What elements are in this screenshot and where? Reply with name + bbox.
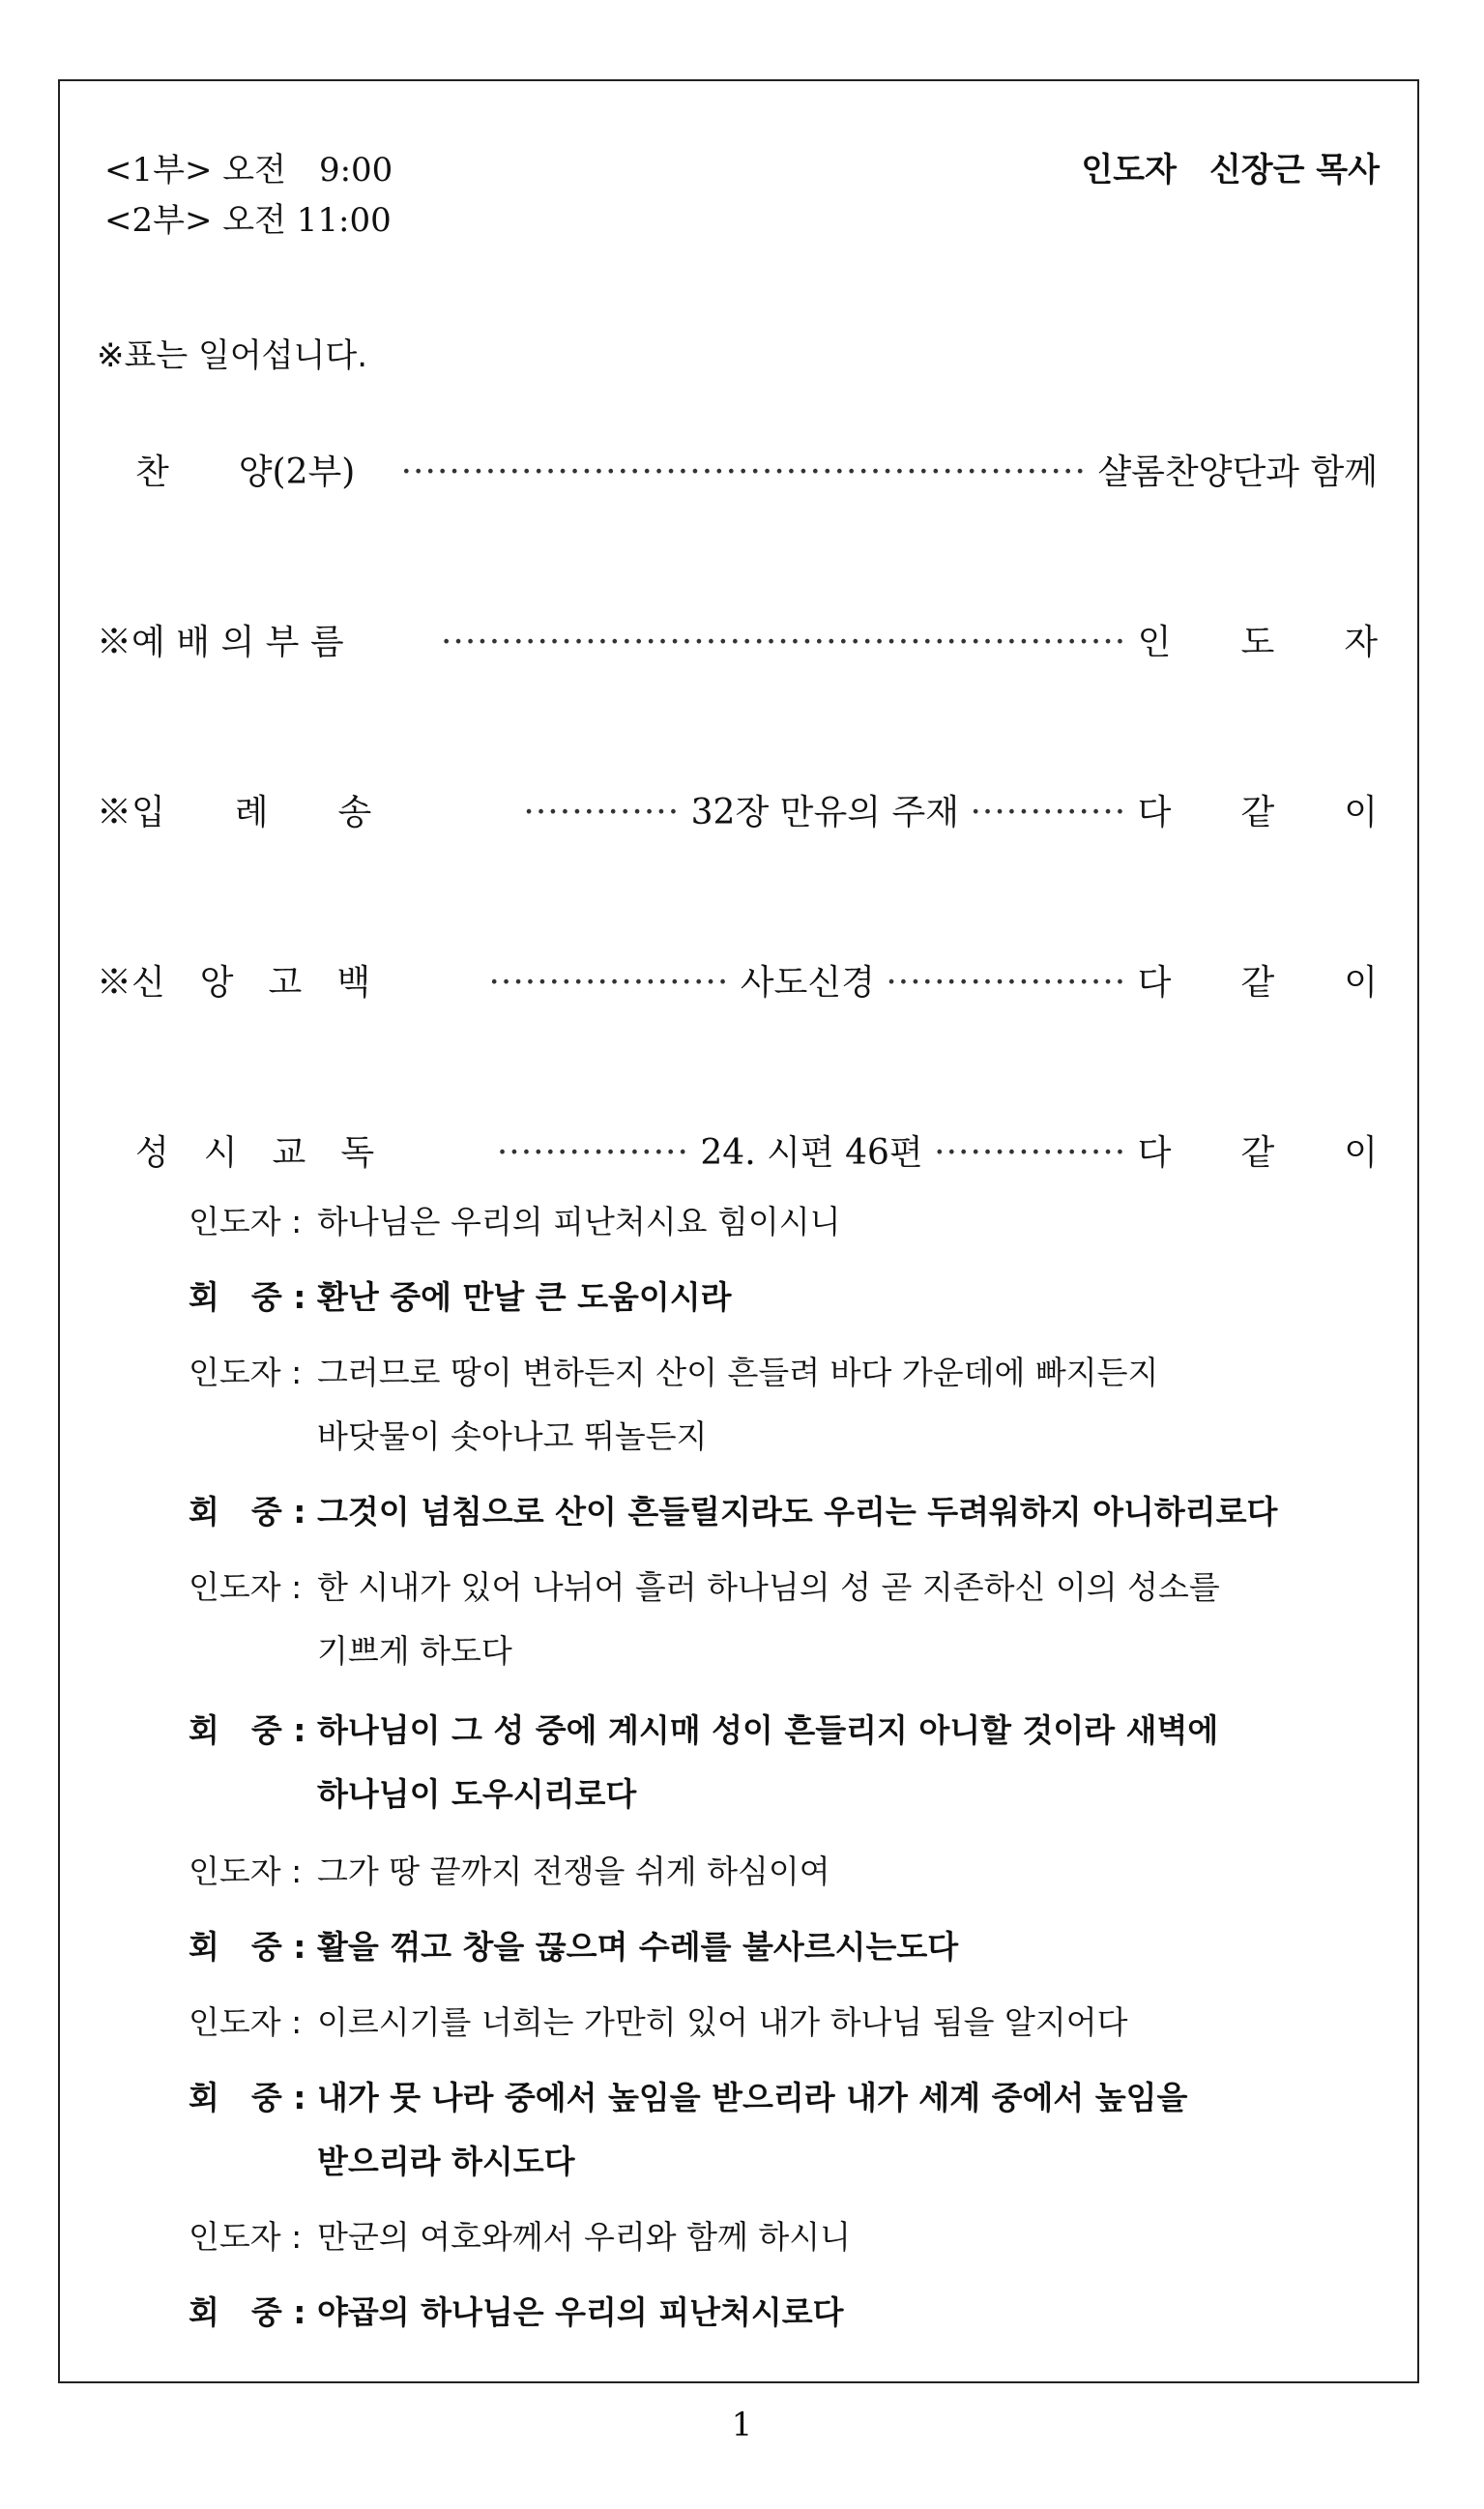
order-row-creed [97,955,1378,1004]
reading-line: 그러므로 땅이 변하든지 산이 흔들려 바다 가운데에 빠지든지 [317,1354,1159,1391]
page-number: 1 [731,2406,753,2444]
standing-note: ※표는 일어섭니다. [97,336,368,375]
dot-leader: ················ [934,1133,1127,1173]
order-row-reading [97,1125,1378,1174]
leader-name: 인도자 신장근 목사 [1081,151,1380,190]
reading-line: 기쁘게 하도다 [317,1632,512,1670]
order-item-by: 다 같 이 [1137,793,1378,832]
reading-line: 환난 중에 만날 큰 도움이시라 [317,1278,732,1316]
reading-line: 그가 땅 끝까지 전쟁을 쉬게 하심이여 [317,1853,830,1890]
reading-speaker: 회 중 : [189,1493,306,1531]
reading-line: 내가 뭇 나라 중에서 높임을 받으리라 내가 세계 중에서 높임을 [317,2079,1188,2116]
reading-speaker: 인도자 : [189,1568,303,1606]
order-item-name: 성 시 교 독 [135,1133,375,1173]
reading-line: 활을 꺾고 창을 끊으며 수레를 불사르시는도다 [317,1928,959,1966]
order-row-entrance [97,785,1378,833]
reading-line: 이르시기를 너희는 가만히 있어 내가 하나님 됨을 알지어다 [317,2003,1128,2041]
order-row-hymn [97,445,1378,493]
reading-speaker: 인도자 : [189,1203,303,1240]
order-item-by: 인 도 자 [1137,623,1378,662]
dot-leader: ············· [523,793,681,832]
dot-leader: ························································· [400,452,1087,492]
dot-leader: ···················· [886,963,1127,1003]
order-item-by: 샬롬찬양단과 함께 [1097,452,1378,492]
order-item-name: ※신 앙 고 백 [97,963,371,1003]
reading-speaker: 회 중 : [189,1278,306,1316]
reading-speaker: 인도자 : [189,1354,303,1391]
reading-line: 받으리라 하시도다 [317,2143,575,2180]
dot-leader: ························································· [440,623,1127,662]
order-item-by: 다 같 이 [1137,1133,1378,1173]
reading-line: 하나님이 그 성 중에 계시매 성이 흔들리지 아니할 것이라 새벽에 [317,1711,1219,1749]
reading-line: 만군의 여호와께서 우리와 함께 하시니 [317,2218,852,2256]
reading-speaker: 회 중 : [189,1711,306,1749]
dot-leader: ···················· [488,963,730,1003]
reading-speaker: 인도자 : [189,1853,303,1890]
reading-line: 야곱의 하나님은 우리의 피난처시로다 [317,2293,844,2331]
reading-line: 하나님이 도우시리로다 [317,1775,637,1813]
reading-line: 하나님은 우리의 피난처시요 힘이시니 [317,1203,841,1240]
reading-line: 그것이 넘침으로 산이 흔들릴지라도 우리는 두려워하지 아니하리로다 [317,1493,1278,1531]
order-item-by: 다 같 이 [1137,963,1378,1003]
reading-speaker: 회 중 : [189,2293,306,2331]
reading-speaker: 인도자 : [189,2003,303,2041]
reading-speaker: 인도자 : [189,2218,303,2256]
order-item-detail: 32장 만유의 주재 [690,793,959,832]
reading-line: 한 시내가 있어 나뉘어 흘러 하나님의 성 곧 지존하신 이의 성소를 [317,1568,1220,1606]
dot-leader: ············· [970,793,1127,832]
order-row-call [97,615,1378,663]
reading-speaker: 회 중 : [189,2079,306,2116]
reading-line: 바닷물이 솟아나고 뛰놀든지 [317,1417,708,1455]
order-item-detail: 24. 시편 46편 [700,1133,923,1173]
service-time-2: <2부> 오전 11:00 [104,201,392,240]
order-item-name: ※입 례 송 [97,793,372,832]
order-item-detail: 사도신경 [740,963,875,1003]
order-item-name: 찬 양(2부) [135,452,356,492]
dot-leader: ················ [496,1133,689,1173]
order-item-name: ※예 배 의 부 름 [97,623,344,662]
reading-speaker: 회 중 : [189,1928,306,1966]
service-time-1: <1부> 오전 9:00 [104,151,393,190]
